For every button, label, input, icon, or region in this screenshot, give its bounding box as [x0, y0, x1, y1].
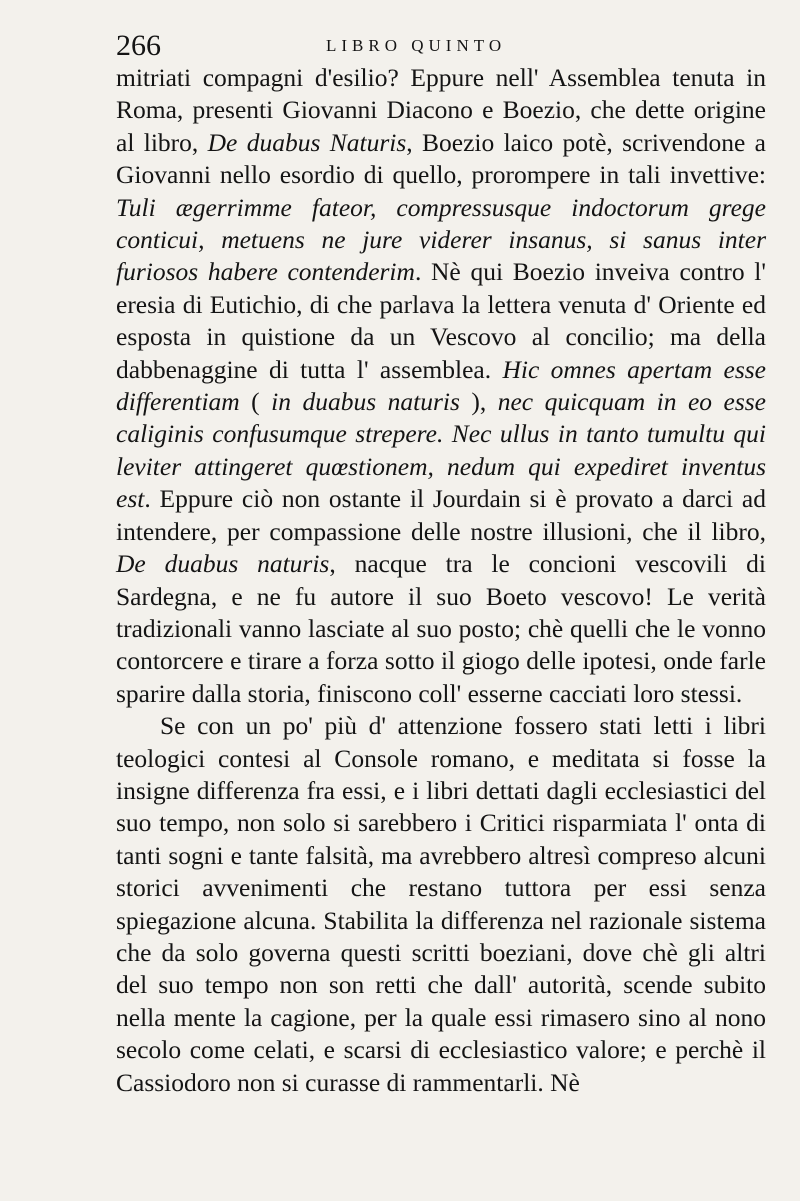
text-run: ),	[459, 387, 498, 417]
text-run: (	[239, 387, 272, 417]
text-run: , Boezio laico potè, scrivendone a Giovanni nello esordio di quello, prorompere in tali invettive:	[116, 127, 766, 190]
latin-quote: in duabus naturis	[271, 387, 460, 417]
latin-quote: Hic omnes apertam esse differentiam	[116, 354, 767, 417]
page-header	[116, 28, 766, 64]
paragraph-2: Se con un po' più d' attenzione fossero stati letti i libri teologici contesi al Console romano, e meditata si fosse la insigne differenza fra essi, e i libri dettati dagli ecclesiastici del suo tempo, non solo si sarebbero i Critici risparmiata l' onta di tanti sogni e tante falsità, ma avrebbero altresì compreso alcuni storici avvenimenti che restano tuttora per essi senza spiegazione alcuna. Stabilita la differenza nel razionale sistema che da solo governa questi scritti boeziani, dove chè gli altri del suo tempo non son retti che dall' autorità, scende subito nella mente la cagione, per la quale essi rimasero sino al nono secolo come celati, e scarsi di ecclesiastico valore; e perchè il Cassiodoro non si curasse di rammentarli. Nè	[116, 711, 766, 1097]
page-number: 266	[116, 29, 161, 62]
body-text	[116, 62, 766, 1099]
text-run: . Eppure ciò non ostante il Jourdain si è provato a darci ad intendere, per compassione delle nostre illusioni, che il libro,	[116, 484, 766, 546]
text-run: . Nè qui Boezio inveiva contro l' eresia di Eutichio, di che parlava la lettera venuta d' Oriente ed esposta in quistione da un Vescovo al concilio; ma della dabbenaggine di tutta l' assemblea.	[116, 257, 766, 384]
latin-quote: nec quicquam in eo esse caliginis confusumque strepere. Nec ullus in tanto tumultu qui leviter attingeret quœstionem, nedum qui expediret inventus est	[116, 387, 766, 514]
italic-title: De duabus Naturis	[207, 127, 407, 157]
text-run: , nacque tra le concioni vescovili di Sardegna, e ne fu autore il suo Boeto vescovo! Le verità tradizionali vanno lasciate al suo posto; chè quelli che le vonno contorcere e tirare a forza sotto il giogo delle ipotesi, onde farle sparire dalla storia, finiscono coll' esserne cacciati loro stessi.	[116, 549, 766, 708]
italic-title: De duabus naturis	[116, 549, 330, 579]
latin-quote: Tuli ægerrimme fateor, compressusque indoctorum grege conticui, metuens ne jure viderer insanus, si sanus inter furiosos habere contenderim	[116, 192, 766, 287]
paragraph-1	[116, 62, 766, 710]
text-run: mitriati compagni d'esilio? Eppure nell' Assemblea tenuta in Roma, presenti Giovanni Diacono e Boezio, che dette origine al libro,	[116, 63, 766, 157]
running-head: LIBRO QUINTO	[326, 36, 507, 55]
